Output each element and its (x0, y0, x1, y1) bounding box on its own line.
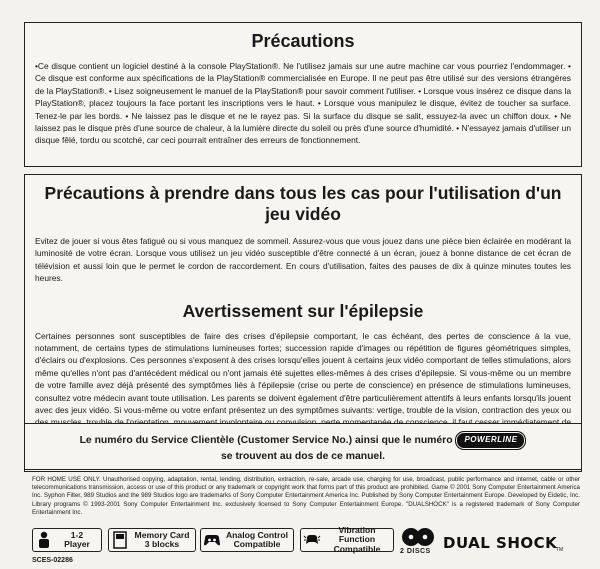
vibration-badge (300, 524, 394, 554)
powerline-logo: POWERLINE (455, 431, 526, 450)
discs-label: 2 DISCS (400, 548, 431, 555)
video-precautions-title: Précautions à prendre dans tous les cas pour l'utilisation d'un jeu vidéo (44, 183, 562, 224)
dualshock-logo: DUAL SHOCK (443, 534, 558, 552)
service-line1: Le numéro du Service Clientèle (Customer Service No.) ainsi que le numéro (79, 435, 453, 446)
service-line (35, 431, 571, 450)
trademark-mark: TM (556, 547, 564, 553)
player-icon (35, 531, 53, 549)
product-code: SCES-02286 (32, 557, 73, 564)
legal-notice: FOR HOME USE ONLY. Unauthorised copying, adaptation, rental, lending, distribution, extraction, re-sale, arcade use, charging for use, broadcast, public performance and internet, cable or other telecommunications transmission, access or use of this product or any trademark or copyright work that forms part of this product are prohibited. Game © 2001 Sony Computer Entertainment America Inc. Syphon Filter, 989 Studios and the 989 Studios logo are trademarks of Sony Computer Entertainment America Inc. Published by Sony Computer Entertainment Europe. Developed by Eidetic, Inc. Library programs © 1993-2001 Sony Computer Entertainment Inc. exclusively licensed to Sony Computer Entertainment Europe. "DUALSHOCK" is a registered trademark of Sony Computer Entertainment Inc. (32, 476, 580, 516)
precautions-text: •Ce disque contient un logiciel destiné à la console PlayStation®. Ne l'utilisez jamais sur une autre machine car vous pourriez l'endommager. • Ce disque est conforme aux spécifications de la PlayStation® commercialisée en Europe. Il ne peut pas être utilisé sur des versions étrangères de la PlayStation®. • Lisez soigneusement le manuel de la PlayStation® pour savoir comment l'utiliser. • Lorsque vous insérez ce disque dans la PlayStation®, placez toujours la face portant les inscriptions vers le haut. • Lorsque vous manipulez le disque, évitez de toucher sa surface. Tenez-le par les bords. • Ne laissez pas le disque et ne le rayez pas. Si la surface du disque se salit, essuyez-la avec un chiffon doux. • Ne laissez pas le disque près d'une source de chaleur, à la lumière directe du soleil ou près d'une source d'humidité. • N'essayez jamais d'utiliser un disque fêlé, tordu ou scotché, car ceci pourrait entraîner des erreurs de fonctionnement. (35, 61, 571, 146)
precautions-box (24, 22, 582, 167)
vibration-icon (303, 531, 321, 549)
epilepsy-text: Certaines personnes sont susceptibles de faire des crises d'épilepsie comportant, le cas échéant, des pertes de conscience à la vue, notamment, de certains types de stimulations lumineuses fortes; succession rapide d'images ou répétition de figures géométriques simples, d'éclairs ou d'explosions. Ces personnes s'exposent à des crises lorsqu'elles jouent à certains jeux vidéo comportant de telles stimulations, alors même qu'elles n'ont pas d'antécédent médical ou n'ont jamais été sujettes elles-mêmes à des crises d'épilepsie. Si vous-même ou un membre de votre famille avez déjà présenté des symptômes liés à l'épilepsie (crise ou perte de conscience) en présence de stimulations lumineuses, consultez votre médecin avant toute utilisation. Les parents se doivent également d'être particulièrement attentifs à leurs enfants lorsqu'ils jouent avec des jeux vidéo. Si vous-même ou votre enfant présentez un des symptômes suivants: vertige, trouble de la vision, contraction des yeux ou (35, 330, 571, 416)
memory-card-badge (108, 528, 196, 552)
analog-controller-icon (203, 531, 221, 549)
video-precautions-text: Evitez de jouer si vous êtes fatigué ou si vous manquez de sommeil. Assurez-vous que vous jouez dans une pièce bien éclairée en modérant la luminosité de votre écran. Lorsque vous utilisez un jeu vidéo susceptible d'être connecté à un écran, jouez à bonne distance de cet écran de télévision et aussi loin que le permet le cordon de raccordement. En cours d'utilisation, faites des pauses de dix à quinze minutes toutes les heures. (35, 236, 571, 284)
analog-control-badge (200, 528, 294, 552)
memory-card-icon (111, 531, 129, 549)
epilepsy-title: Avertissement sur l'épilepsie (182, 300, 424, 321)
service-line2: se trouvent au dos de ce manuel. (221, 450, 385, 462)
vibration-text: Vibration Function Compatible (333, 524, 381, 554)
players-badge (32, 528, 102, 552)
service-box (24, 423, 582, 470)
analog-control-text: Analog Control Compatible (225, 529, 289, 549)
players-text: 1-2 Player (64, 529, 90, 549)
precautions-title: Précautions (251, 31, 355, 51)
memory-card-text: Memory Card 3 blocks (134, 529, 190, 549)
